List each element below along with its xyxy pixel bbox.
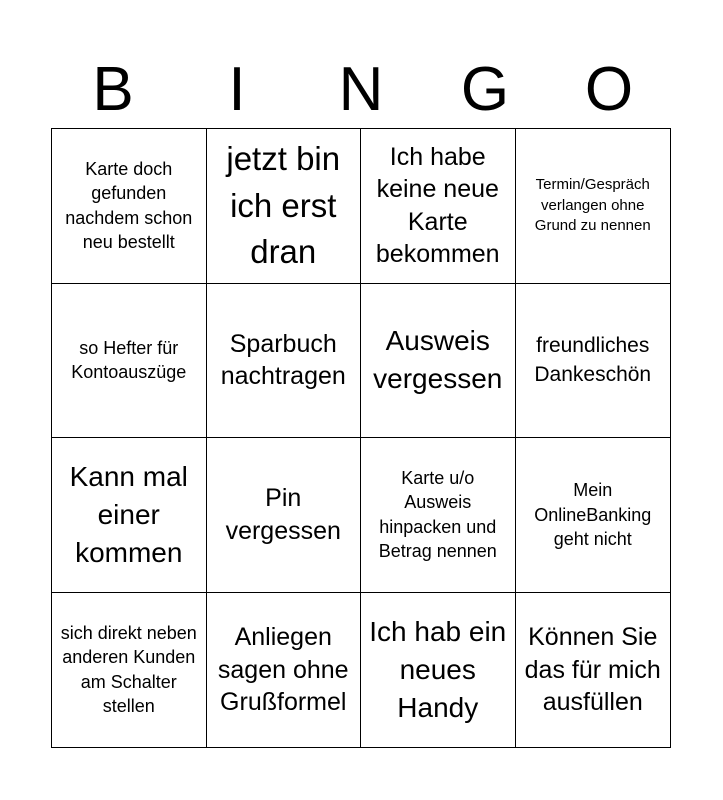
bingo-cell[interactable]: [361, 284, 516, 439]
bingo-board: [51, 128, 671, 748]
cell-text: Ich habe keine neue Karte bekommen: [375, 142, 500, 269]
bingo-cell[interactable]: [361, 438, 516, 593]
bingo-cell[interactable]: [361, 129, 516, 284]
cell-text: Können Sie das für mich ausfüllen: [524, 623, 661, 716]
cell-text: Anliegen sagen ohne Grußformel: [217, 623, 349, 716]
bingo-cell[interactable]: [52, 593, 207, 748]
bingo-cell[interactable]: [207, 438, 362, 593]
header-letter-g: G: [460, 55, 510, 124]
bingo-cell[interactable]: [52, 438, 207, 593]
bingo-cell[interactable]: [207, 284, 362, 439]
cell-text: Sparbuch nachtragen: [220, 329, 346, 391]
bingo-cell[interactable]: [516, 284, 671, 439]
bingo-cell[interactable]: [516, 593, 671, 748]
cell-text: Karte u/o Ausweis hinpacken und Betrag nennen: [378, 468, 497, 562]
cell-text: so Hefter für Kontoauszüge: [71, 337, 187, 383]
cell-text: sich direkt neben anderen Kunden am Schalter stellen: [60, 623, 197, 717]
bingo-cell[interactable]: [207, 593, 362, 748]
header-letter-i: I: [228, 55, 246, 124]
bingo-cell[interactable]: [52, 129, 207, 284]
bingo-cell[interactable]: [361, 593, 516, 748]
bingo-cell[interactable]: [52, 284, 207, 439]
header-letter-b: B: [92, 55, 134, 124]
cell-text: jetzt bin ich erst dran: [226, 140, 341, 270]
bingo-header: [51, 52, 671, 128]
cell-text: Ich hab ein neues Handy: [369, 616, 507, 723]
bingo-cell[interactable]: [207, 129, 362, 284]
cell-text: Pin vergessen: [225, 484, 341, 545]
cell-text: Kann mal einer kommen: [69, 461, 188, 568]
cell-text: Karte doch gefunden nachdem schon neu bestellt: [65, 159, 193, 253]
cell-text: freundliches Dankeschön: [534, 333, 652, 387]
bingo-cell[interactable]: [516, 438, 671, 593]
cell-text: Ausweis vergessen: [373, 325, 503, 395]
header-letter-n: N: [338, 55, 384, 124]
cell-text: Termin/Gespräch verlangen ohne Grund zu nennen: [534, 176, 651, 234]
bingo-cell[interactable]: [516, 129, 671, 284]
header-letter-o: O: [584, 55, 634, 124]
cell-text: Mein OnlineBanking geht nicht: [534, 480, 652, 549]
